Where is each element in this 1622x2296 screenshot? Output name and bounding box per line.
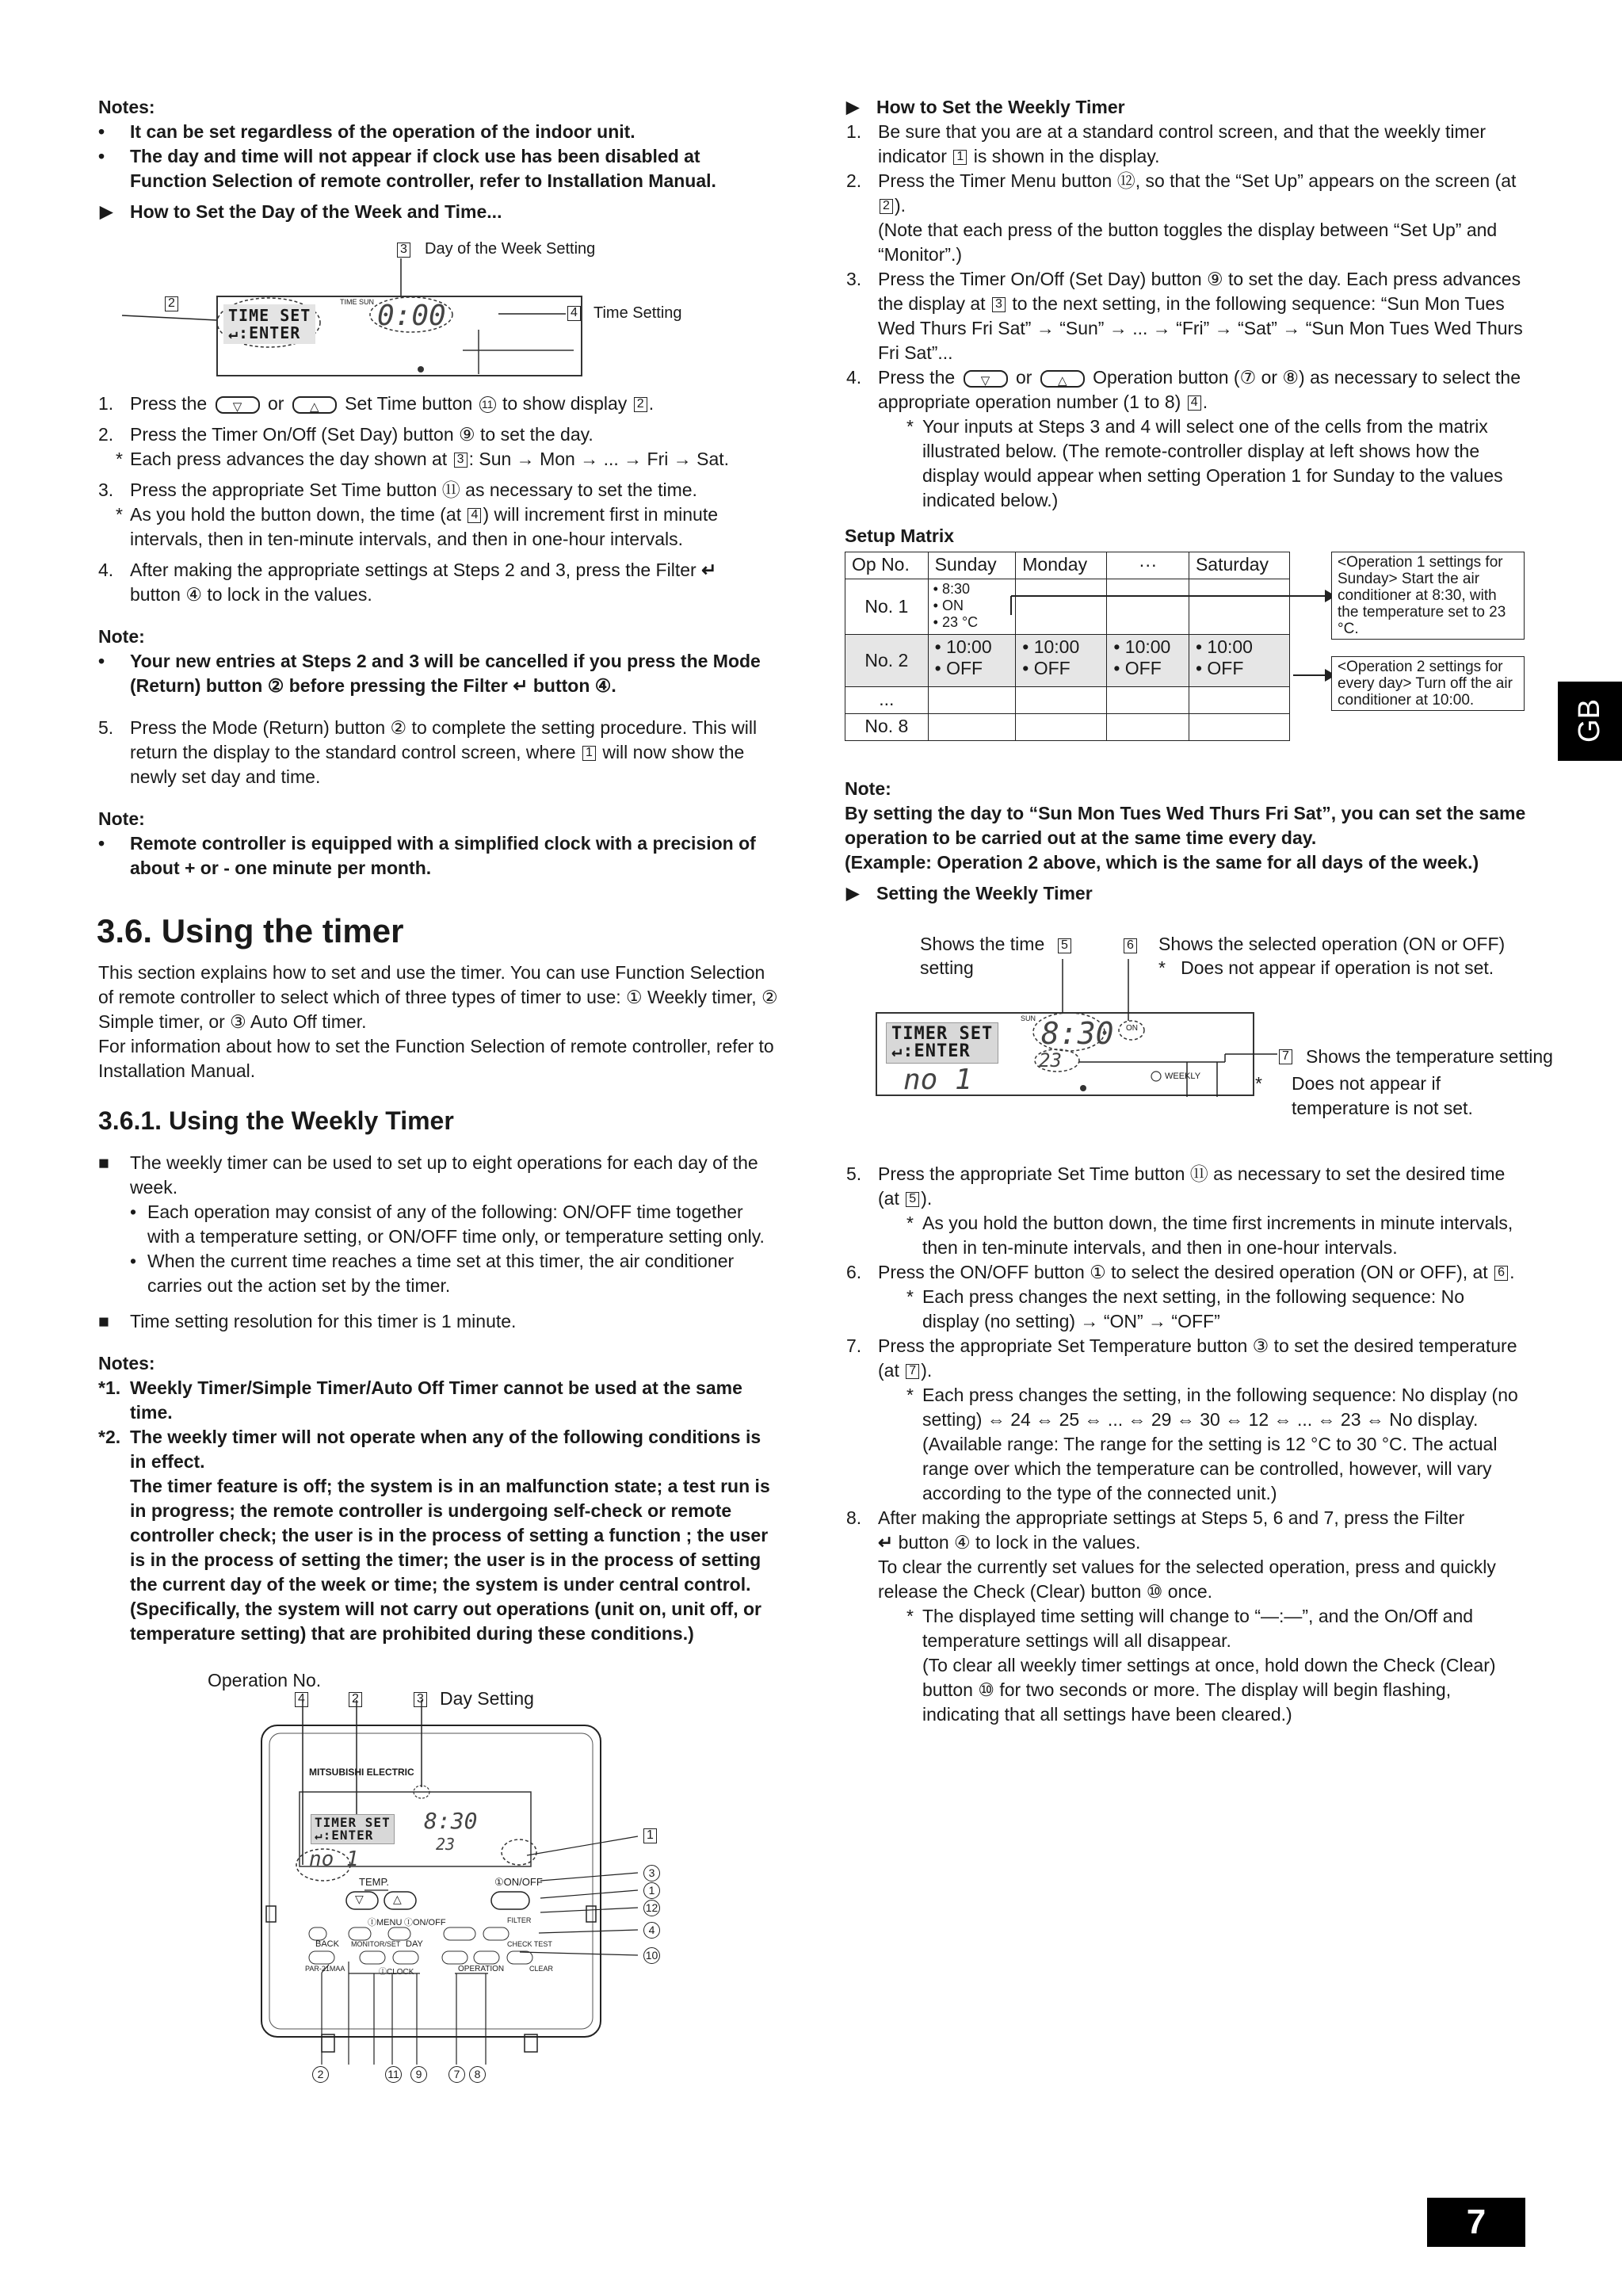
onoff-label: ①ON/OFF [494, 1876, 543, 1888]
matrix-cell: • 10:00 • OFF [1016, 635, 1107, 687]
weekly-lcd-opno: no 1 [903, 1064, 972, 1096]
wstep-8: 8. After making the appropriate settings at Steps 5, 6 and 7, press the Filter ↵ button ④ to lock in the values. To clear the currently set values for the selected operation, press and quickly release the Check (Clear) button ⑩ once. [846, 1507, 1496, 1602]
down-button-icon: ▽ [216, 396, 260, 414]
page-number: 7 [1427, 2198, 1525, 2247]
remote-controller-figure [190, 1668, 697, 2096]
temp-label: TEMP. [359, 1876, 390, 1888]
note-item: • Your new entries at Steps 2 and 3 will be cancelled if you press the Mode (Return) button ② before pressing the Filter ↵ button ④. [98, 651, 761, 696]
play-arrow-icon: ▶ [846, 98, 860, 117]
shows-op-star: * Does not appear if operation is not set. [1158, 957, 1494, 978]
wstep-1: 1. Be sure that you are at a standard control screen, and that the weekly timer indicator 1 is shown in the display. [846, 121, 1487, 166]
wstep-7-star: * Each press changes the setting, in the following sequence: No display (no setting) ⇔ 24 ⇔ 25 ⇔ ... ⇔ 29 ⇔ 30 ⇔ 12 ⇔ ... ⇔ 23 ⇔ No display. (Available range: The range for the setting is 12 °C to 30 °C. The actual range over which the temperature can be controlled, however, will vary according to the type of the connected unit.) [906, 1385, 1518, 1503]
step-2-star: * Each press advances the day shown at 3 : Sun → Mon → ... → Fri → Sat. [116, 449, 730, 469]
check-label: CHECK TEST [507, 1940, 552, 1948]
sun-label: SUN [1021, 1014, 1036, 1022]
setup-matrix-area [845, 552, 1542, 750]
step-1: 1. Press the ▽ or △ Set Time button 11 to show display 2 . [98, 393, 655, 414]
day-of-week-label: Day of the Week Setting [425, 240, 596, 258]
matrix-header-cell: ··· [1107, 552, 1189, 579]
onoff2-label: ⒾON/OFF [404, 1918, 446, 1927]
matrix-header-cell: Saturday [1189, 552, 1289, 579]
weekly-lcd-time: 8:30 [1041, 1016, 1114, 1051]
wstep-4: 4. Press the ▽ or △ Operation button (⑦ or ⑧) as necessary to select the appropriate operation number (1 to 8) 4 . [846, 367, 1521, 412]
label-6: 6 [1124, 938, 1137, 953]
step-4: 4. After making the appropriate settings at Steps 2 and 3, press the Filter ↵ button ④ to lock in the values. [98, 560, 717, 605]
callout-3: 3 [643, 1865, 660, 1881]
down-button-icon: ▽ [964, 370, 1008, 388]
matrix-row-label: No. 1 [845, 579, 929, 635]
bullet-item: ■ The weekly timer can be used to set up to eight operations for each day of the week. [98, 1152, 758, 1198]
weekly-timer-figure [845, 929, 1553, 1127]
operation-label: OPERATION [458, 1965, 505, 1973]
wstep-5: 5. Press the appropriate Set Time button ⑪ as necessary to set the desired time (at 5 ). [846, 1163, 1506, 1209]
back-label: BACK [315, 1939, 339, 1949]
clear-label: CLEAR [529, 1965, 554, 1973]
note-item-detail: The timer feature is off; the system is in an malfunction state; a test run is in progress; the remote controller is undergoing self-check or remote controller check; the user is in the process of setting a function ; the user is in the process of setting the timer; the user is in the process of setting the current day of the week or time; the system is under central control. (Specifically, the system will not carry out operations (unit on, unit off, or temperature setting) that are prohibited during these conditions.) [130, 1476, 770, 1644]
note-item: • Remote controller is equipped with a simplified clock with a precision of about + or - one minute per month. [98, 833, 756, 878]
step-3-star: * As you hold the button down, the time (at 4 ) will increment first in minute intervals, then in ten-minute intervals, and then in one-hour intervals. [116, 504, 719, 549]
label-7: 7 [1279, 1049, 1292, 1064]
wstep-3: 3. Press the Timer On/Off (Set Day) button ⑨ to set the day. Each press advances the display at 3 to the next setting, in the following sequence: “Sun Mon Tues Wed Thurs Fri Sat” → “Sun” → ... → “Fri” → “Sat” → “Sun Mon Tues Wed Thurs Fri Sat”... [846, 269, 1523, 363]
label-2: 2 [349, 1692, 362, 1707]
right-steps [845, 1162, 1526, 1727]
matrix-row-label: No. 8 [845, 714, 929, 741]
square-bullet-icon: ■ [98, 1152, 109, 1173]
label-4: 4 [295, 1692, 308, 1707]
wstep-4-star: * Your inputs at Steps 3 and 4 will select one of the cells from the matrix illustrated below. (The remote-controller display at left shows how the display would appear when setting Operation 1 for Sunday to the values indicated below.) [906, 416, 1503, 510]
menu-label: ⒾMENU [368, 1918, 403, 1927]
matrix-row-label: No. 2 [845, 635, 929, 687]
section-paragraph: For information about how to set the Function Selection of remote controller, refer to Installation Manual. [98, 1036, 774, 1081]
lcd-time-set: TIME SET ↵:ENTER [223, 304, 315, 344]
enter-icon: ↵ [701, 560, 717, 580]
note-item: *2. The weekly timer will not operate when any of the following conditions is in effect. [98, 1427, 761, 1472]
weekly-lcd-tag: TIMER SET ↵:ENTER [886, 1022, 998, 1064]
matrix-row-label: ... [845, 687, 929, 714]
day-time-heading: ▶ How to Set the Day of the Week and Time... [98, 200, 780, 224]
bullet-item: ■ Time setting resolution for this timer is 1 minute. [98, 1309, 780, 1334]
up-button-icon[interactable]: △ [393, 1893, 402, 1905]
sub-bullet: • When the current time reaches a time set at this timer, the air conditioner carries out the action set by the timer. [130, 1251, 735, 1296]
section-body [98, 961, 780, 1083]
note-title: Note: [845, 778, 891, 799]
set-time-figure [98, 235, 780, 382]
callout-operation-2: <Operation 2 settings for every day> Turn off the air conditioner at 10:00. [1331, 656, 1525, 711]
matrix-cell-sunday-1: • 8:30 • ON • 23 °C [928, 579, 1016, 635]
monitor-label: MONITOR/SET [351, 1940, 401, 1948]
remote-lcd-temp: 23 [436, 1835, 456, 1854]
shows-op-label: Shows the selected operation (ON or OFF) [1158, 934, 1506, 954]
weekly-timer-heading: ▶ How to Set the Weekly Timer [845, 95, 1526, 120]
enter-icon: ↵ [878, 1532, 894, 1553]
day-label: DAY [406, 1939, 423, 1949]
notes-title: Notes: [98, 1353, 155, 1373]
language-tab [1558, 682, 1622, 761]
day-setting-label: Day Setting [440, 1688, 534, 1709]
note-item: • The day and time will not appear if clock use has been disabled at Function Selection of remote controller, refer to Installation Manual. [98, 146, 716, 191]
enter-icon: ↵ [513, 675, 529, 696]
sub-bullet: • Each operation may consist of any of the following: ON/OFF time together with a temperature setting, or ON/OFF time only, or temperature setting only. [130, 1201, 765, 1247]
left-column [98, 95, 780, 224]
callout-11: 11 [385, 2066, 402, 2083]
section-paragraph: This section explains how to set and use the timer. You can use Function Selection of remote controller to select which of three types of timer to use: ① Weekly timer, ② Simple timer, or ③ Auto Off timer. [98, 962, 778, 1032]
label-3: 3 [397, 243, 410, 258]
shows-temp-label: Shows the temperature setting [1306, 1046, 1553, 1067]
wstep-7: 7. Press the appropriate Set Temperature button ③ to set the desired temperature (at 7 ). [846, 1335, 1517, 1381]
up-button-icon: △ [1040, 370, 1085, 388]
weekly-lcd-temp: 23 [1039, 1049, 1062, 1072]
callout-7: 7 [448, 2066, 465, 2083]
label-4: 4 [567, 306, 581, 321]
note-body: By setting the day to “Sun Mon Tues Wed Thurs Fri Sat”, you can set the same operation to be carried out at the same time every day. [845, 803, 1526, 848]
language-tab-label: GB [1573, 699, 1606, 743]
section-title: 3.6. Using the timer [97, 912, 404, 949]
note-item: • It can be set regardless of the operation of the indoor unit. [98, 121, 635, 142]
setup-matrix-title: Setup Matrix [845, 525, 955, 546]
remote-lcd-opno: no 1 [309, 1847, 359, 1871]
right-note [845, 777, 1526, 906]
operation-no-label: Operation No. [208, 1670, 322, 1690]
matrix-header-cell: Monday [1016, 552, 1107, 579]
callout-9: 9 [410, 2066, 427, 2083]
filter-label: FILTER [507, 1916, 532, 1924]
wstep-6: 6. Press the ON/OFF button ① to select the desired operation (ON or OFF), at 6 . [846, 1262, 1515, 1282]
remote-svg [190, 1668, 697, 2096]
lcd-small-label: TIME SUN [340, 298, 375, 306]
play-arrow-icon: ▶ [100, 203, 113, 221]
notes-title: Notes: [98, 97, 155, 117]
up-button-icon: △ [292, 396, 337, 414]
shows-temp-star: * Does not appear if temperature is not set. [1255, 1073, 1473, 1118]
remote-lcd-time: 8:30 [424, 1808, 478, 1834]
note-title: Note: [98, 626, 145, 647]
wstep-2: 2. Press the Timer Menu button ⑫, so that the “Set Up” appears on the screen (at 2 ). (Note that each press of the button toggles the display between “Set Up” and “Monitor”.) [846, 170, 1517, 265]
callout-1: 1 [643, 1828, 657, 1843]
callout-8: 8 [469, 2066, 486, 2083]
matrix-cell: • 10:00 • OFF [928, 635, 1016, 687]
step-2: 2. Press the Timer On/Off (Set Day) button ⑨ to set the day. [98, 424, 593, 445]
callout-12: 12 [643, 1900, 660, 1916]
callout-operation-1: <Operation 1 settings for Sunday> Start the air conditioner at 8:30, with the temperature set to 23 °C. [1331, 552, 1525, 640]
weekly-section [98, 1151, 780, 1646]
play-arrow-icon: ▶ [846, 884, 860, 903]
callout-2: 2 [312, 2066, 329, 2083]
model-label: PAR-21MAA [305, 1965, 345, 1973]
matrix-header-cell: Sunday [928, 552, 1016, 579]
shows-time-label: Shows the time [920, 934, 1045, 954]
callout-1b: 1 [643, 1882, 660, 1899]
note-title: Note: [98, 808, 145, 829]
remote-lcd-tag: TIMER SET ↵:ENTER [311, 1814, 395, 1844]
weekly-label: WEEKLY [1165, 1072, 1201, 1081]
time-setting-label: Time Setting [593, 304, 682, 322]
brand-label: MITSUBISHI ELECTRIC [309, 1767, 414, 1778]
step-3: 3. Press the appropriate Set Time button ⑪ as necessary to set the time. [98, 479, 697, 500]
wstep-5-star: * As you hold the button down, the time first increments in minute intervals, then in ten-minute intervals, and then in one-hour intervals. [906, 1213, 1513, 1258]
on-label: ON [1126, 1024, 1138, 1033]
matrix-cell: • 10:00 • OFF [1189, 635, 1289, 687]
setting-label: setting [920, 957, 974, 978]
wstep-6-star: * Each press changes the next setting, in the following sequence: No display (no setting) → “ON” → “OFF” [906, 1286, 1465, 1331]
callout-10: 10 [643, 1947, 660, 1964]
square-bullet-icon: ■ [98, 1311, 109, 1331]
note-item: *1. Weekly Timer/Simple Timer/Auto Off Timer cannot be used at the same time. [98, 1377, 742, 1423]
callout-4: 4 [643, 1922, 660, 1939]
setting-weekly-heading: ▶ Setting the Weekly Timer [845, 881, 1526, 906]
label-3: 3 [414, 1692, 427, 1707]
step-5: 5. Press the Mode (Return) button ② to complete the setting procedure. This will return the display to the standard control screen, where 1 will now show the newly set day and time. [98, 717, 758, 787]
clock-label: ⒾCLOCK [379, 1968, 414, 1977]
lcd-time-digits: 0:00 [377, 300, 446, 332]
note-example: (Example: Operation 2 above, which is the same for all days of the week.) [845, 852, 1479, 873]
subsection-title: 3.6.1. Using the Weekly Timer [98, 1106, 454, 1135]
matrix-cell: • 10:00 • OFF [1107, 635, 1189, 687]
right-column [845, 95, 1526, 548]
label-2: 2 [165, 296, 178, 311]
wstep-8-star: * The displayed time setting will change to “—:—”, and the On/Off and temperature settings will all disappear. (To clear all weekly timer settings at once, hold down the Check (Clear) button ⑩ for two seconds or more. The display will begin flashing, indicating that all settings have been cleared.) [906, 1606, 1496, 1725]
matrix-header-cell: Op No. [845, 552, 929, 579]
left-column-steps [98, 392, 780, 881]
down-button-icon[interactable]: ▽ [355, 1893, 364, 1905]
label-5: 5 [1058, 938, 1071, 953]
